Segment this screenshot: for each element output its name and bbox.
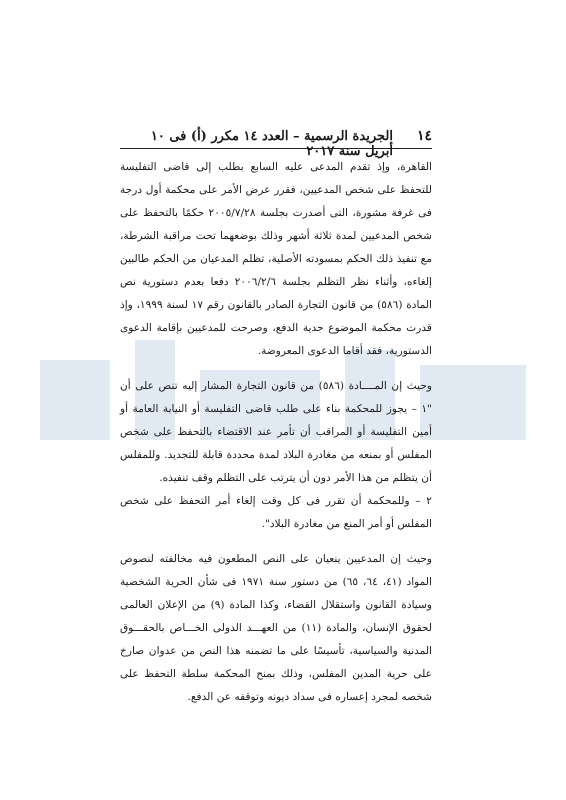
page-number: ١٤ xyxy=(416,128,432,144)
paragraph: ٢ – وللمحكمة أن تقرر فى كل وقت إلغاء أمر التحفظ على شخص المفلس أو أمر المنع من مغادرة البلاد". xyxy=(120,495,432,530)
paragraph: القاهرة، وإذ تقدم المدعى عليه السابع بطلب إلى قاضى التفليسة للتحفظ على شخص المدعيين، فقرر عرض الأمر على محكمة أول درجة فى غرفة مشورة، التى أصدرت بجلسة ٢٠٠٥/٧/٢٨ حكمًا بالتحفظ على شخص المدعيين لمدة ثلاثة أشهر وذلك بوضعهما تحت مراقبة الشرطة، مع تنفيذ ذلك الحكم بمسودته الأصلية، تظلم المدعيان من الحكم طالبين إلغاءه، وأثناء نظر التظلم بجلسة ٢٠٠٦/٢/٦ دفعا بعدم دستورية نص المادة (٥٨٦) من قانون التجارة الصادر بالقانون رقم ١٧ لسنة ١٩٩٩، وإذ قدرت محكمة الموضوع جدية الدفع، وصرحت للمدعيين بإقامة الدعوى الدستورية، فقد أقاما الدعوى المعروضة. xyxy=(120,161,432,357)
gazette-title: الجريدة الرسمية – العدد ١٤ مكرر (أ) فى ١٠ أبريل سنة ٢٠١٧ xyxy=(150,129,393,159)
document-body xyxy=(120,156,432,709)
paragraph: وحيث إن المــــادة (٥٨٦) من قانون التجارة المشار إليه تنص على أن "١ – يجوز للمحكمة بناء على طلب قاضى التفليسة أو النيابة العامة أو أمين التفليسة أو المراقب أن تأمر عند الاقتضاء بالتحفظ على شخص المفلس أو بمنعه من مغادرة البلاد لمدة محددة قابلة للتجديد. وللمفلس أن يتظلم من هذا الأمر دون أن يترتب على التظلم وقف تنفيذه. xyxy=(120,380,432,484)
paragraph: وحيث إن المدعيين ينعيان على النص المطعون فيه مخالفته لنصوص المواد (٤١، ٦٤، ٦٥) من دستور سنة ١٩٧١ فى شأن الحرية الشخصية وسيادة القانون واستقلال القضاء، وكذا المادة (٩) من الإعلان العالمى لحقوق الإنسان، والمادة (١١) من العهـــد الدولى الخـــاص بالحقـــوق المدنية والسياسية، تأسيسًا على ما تضمنه هذا النص من عدوان صارخ على حرية المدين المفلس، وذلك بمنح المحكمة سلطة التحفظ على شخصه لمجرد إعساره فى سداد ديونه وتوقفه عن الدفع. xyxy=(120,553,432,703)
header-divider xyxy=(120,148,432,149)
page-header xyxy=(120,128,432,159)
